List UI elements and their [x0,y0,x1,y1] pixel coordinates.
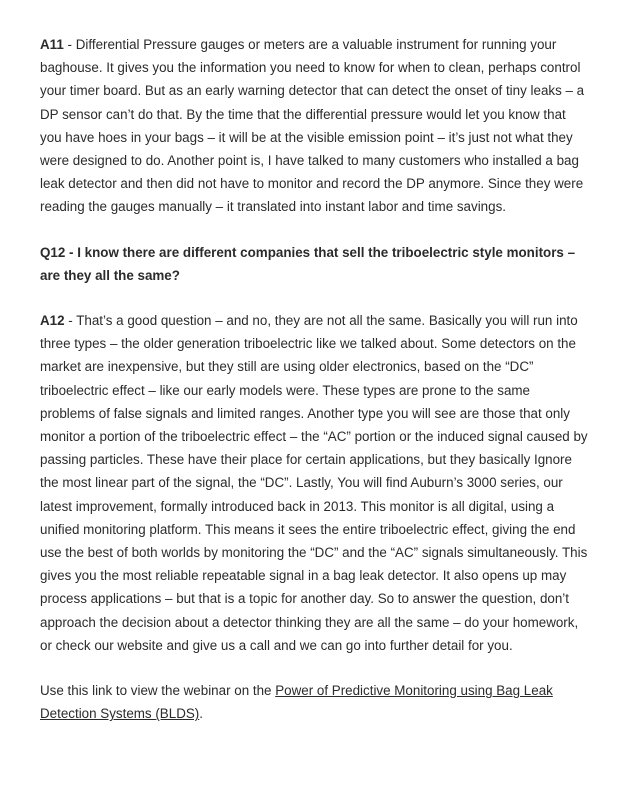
paragraph-spacer [40,219,588,241]
answer-a12-label: A12 [40,313,65,329]
webinar-suffix: . [199,706,203,722]
question-q12: Q12 - I know there are different companies that sell the triboelectric style monitors – are they all the same? [40,244,576,283]
paragraph-spacer [40,287,588,309]
webinar-paragraph [40,679,588,725]
answer-a12-text: - That’s a good question – and no, they are not all the same. Basically you will run into three types – the older generation triboelectric like we talked about. Some detectors on the market are inexpensive, but they still are using older electronics, based on the “DC” triboelectric effect – like our early models were. These types are prone to the same problems of false signals and limited ranges. Another type you will see are those that only monitor a portion of the triboelectric effect – the “AC” portion or the induced signal caused by passing particles. These have their place for certain applications, but they basically Ignore the most linear part of the signal, the “DC”. Lastly, You will find Auburn’s 3000 series, our latest improvement, formally introduced back in 2013. This monitor is all digital, using a unified monitoring platform. This means it sees the entire triboelectric effect, giving the end use the best of both worlds by monitoring the “DC” and the “AC” signals simultaneously. This gives you the most reliable repeatable signal in a bag leak detector. It also opens up may process applications – but that is a topic for another day. So to answer the question, don’t approach the decision about a detector thinking they are all the same – do your homework, or check our website and give us a call and we can go into further detail for you. [40,313,588,653]
answer-a12-paragraph [40,309,588,657]
webinar-link[interactable]: Power of Predictive Monitoring using Bag Leak Detection Systems (BLDS) [40,683,553,722]
answer-a11-text: - Differential Pressure gauges or meters are a valuable instrument for running your baghouse. It gives you the information you need to know for when to clean, perhaps control your timer board. But as an early warning detector that can detect the onset of tiny leaks – a DP sensor can’t do that. By the time that the differential pressure would let you know that you have hoes in your bags – it will be at the visible emission point – it’s just not what they were designed to do. Another point is, I have talked to many customers who installed a bag leak detector and then did not have to monitor and record the DP anymore. Since they were reading the gauges manually – it translated into instant labor and time savings. [40,37,585,215]
document-page [40,33,588,725]
answer-a11-label: A11 [40,37,64,52]
paragraph-spacer [40,657,588,679]
webinar-prefix: Use this link to view the webinar on the [40,683,276,699]
answer-a11-paragraph [40,33,588,219]
